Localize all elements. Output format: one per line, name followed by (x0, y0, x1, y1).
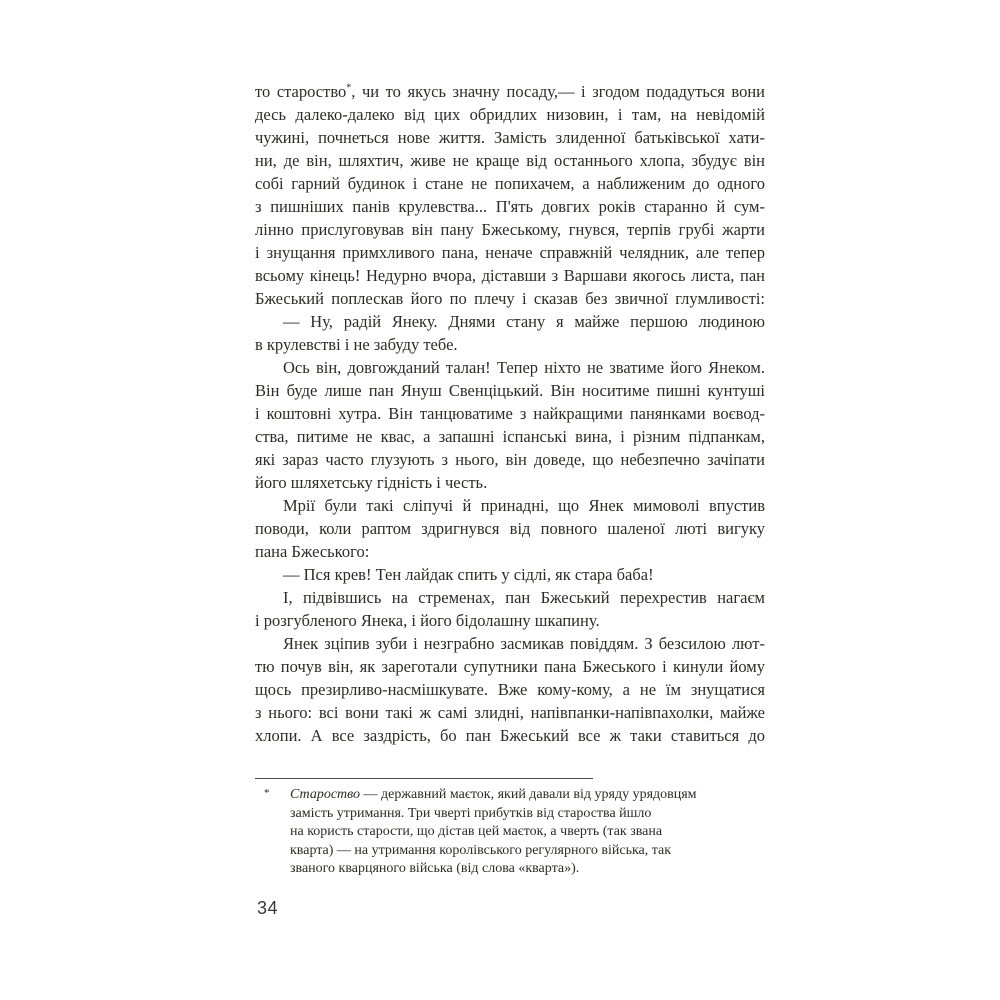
text-line: з пишніших панів крулевства... П'ять довгих років старанно й сум- (255, 197, 765, 216)
text-line: десь далеко-далеко від цих обридлих низовин, і там, на невідомій (255, 105, 765, 124)
text-line: які зараз часто глузують з нього, він доведе, що небезпечно зачіпати (255, 450, 765, 469)
text-line: — Пся крев! Тен лайдак спить у сідлі, як стара баба! (283, 565, 654, 584)
text-line: поводи, коли раптом здригнувся від повного шаленої люті вигуку (255, 519, 765, 538)
page-number: 34 (257, 898, 279, 918)
text-line: чужині, почнеться нове життя. Замість злиденної батьківської хати- (255, 128, 765, 147)
text-line: пана Бжеського: (255, 542, 370, 561)
text-line: в крулевстві і не забуду тебе. (255, 335, 458, 354)
text-line (255, 80, 765, 103)
text-line: лінно прислуговував він пану Бжеському, гнувся, терпів грубі жарти (255, 220, 765, 239)
text-line: ни, де він, шляхтич, живе не краще від останнього хлопа, збудує він (255, 151, 765, 170)
footnote-line: на користь старости, що дістав цей маєток, а чверть (так звана (290, 824, 663, 839)
text-line: хлопи. А все заздрість, бо пан Бжеський все ж таки ставиться до (255, 726, 765, 745)
text-line: і знущання примхливого пана, неначе справжній челядник, але тепер (255, 243, 765, 262)
text-line: Янек зціпив зуби і незграбно засмикав повіддям. З безсилою лют- (283, 634, 765, 653)
footnote-reference-mark: * (346, 82, 352, 94)
text-line: собі гарний будинок і стане не попихачем, а наближеним до одного (255, 174, 765, 193)
text-line: ства, питиме не квас, а запашні іспанські вина, і різним підпанкам, (255, 427, 765, 446)
text-line: і коштовні хутра. Він танцюватиме з найкращими панянками воєвод- (255, 404, 765, 423)
footnote-line: кварта) — на утримання королівського регулярного війська, так (290, 842, 672, 858)
text-line: тю почув він, як зареготали супутники пана Бжеського і кинули йому (255, 657, 765, 676)
emphasized-term: Староство (290, 787, 361, 802)
text-line: Мрії були такі сліпучі й принадні, що Янек мимоволі впустив (283, 496, 765, 515)
footnote-text (290, 786, 760, 879)
footnote-marker: * (264, 787, 270, 799)
text-line: Бжеський поплескав його по плечу і сказав без звичної глумливості: (255, 289, 765, 308)
text-line: всьому кінець! Недурно вчора, діставши з Варшави якогось листа, пан (255, 266, 765, 285)
footnote-line: замість утримання. Три чверті прибутків від староства йшло (290, 805, 652, 821)
text-line: Ось він, довгожданий талан! Тепер ніхто не зватиме його Янеком. (283, 358, 765, 377)
text-run: то староство (255, 82, 347, 101)
footnote-divider (255, 778, 593, 779)
text-run: — державний маєток, який давали від уряду урядовцям (360, 787, 697, 802)
text-run: , чи то якусь значну посаду,— і згодом подадуться вони (351, 82, 765, 101)
footnote-line (290, 786, 760, 805)
text-line: його шляхетську гідність і честь. (255, 473, 488, 492)
footnote-line: званого кварцяного війська (від слова «кварта»). (290, 861, 580, 876)
text-line: щось презирливо-насмішкувате. Вже кому-кому, а не їм знущатися (255, 680, 765, 699)
text-line: і розгубленого Янека, і його бідолашну шкапину. (255, 611, 600, 630)
text-line: Він буде лише пан Януш Свенціцький. Він носитиме пишні кунтуші (255, 381, 765, 400)
text-line: І, підвівшись на стременах, пан Бжеський перехрестив нагаєм (283, 588, 765, 607)
text-line: з нього: всі вони такі ж самі злидні, напівпанки-напівпахолки, майже (255, 703, 765, 722)
text-line: — Ну, радій Янеку. Днями стану я майже першою людиною (283, 312, 765, 331)
body-text (255, 80, 765, 747)
footnote (255, 786, 760, 879)
